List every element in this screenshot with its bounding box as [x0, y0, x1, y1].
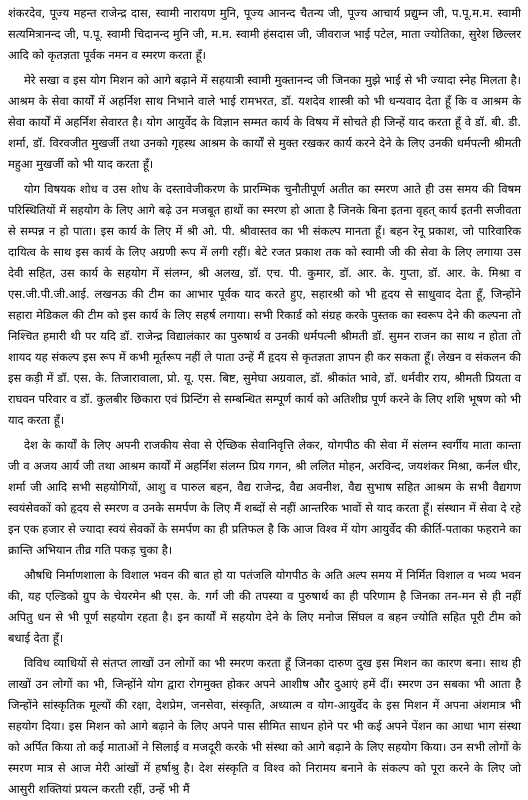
paragraph-1: शंकरदेव, पूज्य महन्त राजेन्द्र दास, स्वामी नारायण मुनि, पूज्य आनन्द चैतन्य जी, पूज्य आचार्य प्रद्युम्न जी, प.पू.म.म. स्वामी सत्यमित्रानन्द जी, प.पू. स्वामी चिदानन्द मुनि जी, म.म. स्वामी हंसदास जी, जीवराज भाई पटेल, माता ज्योतिका, सुरेश छिल्लर आदि को कृतज्ञता पूर्वक नमन व स्मरण करता हूँ। [8, 6, 521, 62]
paragraph-5: औषधि निर्माणशाला के विशाल भवन की बात हो या पतंजलि योगपीठ के अति अल्प समय में निर्मित विशाल व भव्य भवन की, यह एल्डिको ग्रुप के चेयरमेन श्री एस. के. गर्ग जी की तपस्या व पुरुषार्थ का ही परिणाम है जिनका तन-मन से ही नहीं अपितु धन से भी पूर्ण सहयोग रहता है। इन कार्यों में सहयोग देने के लिए मनोज सिंघल व बहन ज्योति सहित पूरी टीम को बधाई देता हूँ। [8, 568, 521, 645]
paragraph-2: मेरे सखा व इस योग मिशन को आगे बढ़ाने में सहयात्री स्वामी मुक्तानन्द जी जिनका मुझे भाई से भी ज्यादा स्नेह मिलता है। आश्रम के सेवा कार्यों में अहर्निश साथ निभाने वाले भाई रामभरत, डॉ. यशदेव शास्त्री को भी धन्यवाद देता हूँ कि व आश्रम के सेवा कार्यों में अहर्निश सेवारत है। योग आयुर्वेद के विज्ञान सम्मत कार्य के विषय में सोचते ही जिन्हें याद करता हूँ वे डॉ. बी. डी. शर्मा, डॉ. विरवजीत मुखर्जी तथा उनको गृहस्थ आश्रम के कार्यों से मुक्त रखकर कार्य करने देने के लिए उनकी धर्मपत्नी श्रीमती महुआ मुखर्जी को भी याद करता हूँ। [8, 73, 521, 171]
paragraph-3: योग विषयक शोध व उस शोध के दस्तावेजीकरण के प्रारम्भिक चुनौतीपूर्ण अतीत का स्मरण आते ही उस समय की विषम परिस्थितियों में सहयोग के लिए आगे बढ़े उन मजबूत हाथों का स्मरण हो आता है जिनके बिना इतना वृहत् कार्य इतनी सजीवता से सम्पन्न न हो पाता। इस कार्य के लिए में श्री ओ. पी. श्रीवास्तव का भी संकल्प मानता हूँ। बहन रेनू प्रकाश, जो पारिवारिक दायित्व के साथ इस कार्य के लिए अग्रणी रूप में लगी रहीं। बेटे रजत प्रकाश तक को स्वामी जी की सेवा के लिए लगाया उस देवी सहित, उस कार्य के सहयोग में संलग्न, श्री अलख, डॉ. एच. पी. कुमार, डॉ. आर. के. गुप्ता, डॉ. आर. के. मिश्रा व एस.जी.पी.जी.आई. लखनऊ की टीम का आभार पूर्वक याद करते हुए, सहारश्री को भी हृदय से साधुवाद देता हूँ, जिन्होंने सहारा मेडिकल की टीम को इस कार्य के लिए सहर्ष लगाया। सभी रिकार्ड को संग्रह करके पुस्तक का स्वरूप देने की कल्पना तो निश्चित हमारी थी पर यदि डॉ. राजेन्द्र विद्यालंकार का पुरुषार्थ व उनकी धर्मपत्नी श्रीमती डॉ. सुमन राजन का साथ न होता तो शायद यह संकल्प इस रूप में कभी मूर्तरूप नहीं ले पाता उन्हें मैं हृदय से कृतज्ञता ज्ञापन ही कर सकता हूँ। लेखन व संकलन की इस कड़ी में डॉ. एस. के. तिजारावाला, प्रो. यू. एस. बिष्ट, सुमेघा अग्रवाल, डॉ. श्रीकांत भावे, डॉ. धर्मवीर राय, श्रीमती प्रियता व राघवन परिवार व डॉ. कुलबीर छिकारा एवं प्रिन्टिंग से सम्बन्धित सम्पूर्ण कार्य को अतिशीघ्र पूर्ण करने के लिए शशि भूषण को भी याद करता हूँ। [8, 182, 521, 427]
paragraph-4: देश के कार्यों के लिए अपनी राजकीय सेवा से ऐच्छिक सेवानिवृत्ति लेकर, योगपीठ की सेवा में संलग्न स्वर्गीय माता कान्ता जी व अजय आर्य जी तथा आश्रम कार्यों में अहर्निश संलग्न प्रिय गगन, श्री ललित मोहन, अरविन्द, जयशंकर मिश्रा, कर्नल धीर, शर्मा जी आदि सभी सहयोगियों, आशु व पारुल बहन, वैद्य राजेन्द्र, वैद्य अवनीश, वैद्य सुभाष सहित आश्रम के सभी वैद्यगण स्वयंसेवकों को हृदय से स्मरण व उनके समर्पण के लिए मैं शब्दों से नहीं आन्तरिक भावों से याद करता हूँ। संस्थान में सेवा दे रहे इन एक हजार से ज्यादा स्वयं सेवकों के समर्पण का ही प्रतिफल है कि आज विश्व में योग आयुर्वेद की कीर्ति-पताका फहराने का क्रान्ति अभियान तीव्र गति पकड़ चुका है। [8, 438, 521, 557]
paragraph-6: विविध व्याधियों से संतप्त लाखों उन लोगों का भी स्मरण करता हूँ जिनका दारुण दुख इस मिशन का कारण बना। साथ ही लाखों उन लोगों का भी, जिन्होंने योग द्वारा रोगमुक्त होकर अपने आशीष और दुआएं हमें दीं। स्मरण उन सबका भी आता है जिन्होंने सांस्कृतिक मूल्यों की रक्षा, देशप्रेम, जनसेवा, संस्कृति, अध्यात्म व योग-आयुर्वेद के इस मिशन में अपना अंशमात्र भी सहयोग दिया। इस मिशन को आगे बढ़ाने के लिए अपने पास सीमित साधन होने पर भी कई अपने पेंशन का आधा भाग संस्था को अर्पित किया तो कई माताओं ने सिलाई व मजदूरी करके भी संस्था को आगे बढ़ाने के लिए सहयोग किया। उन सभी लोगों के स्मरण मात्र से आज मेरी आंखों में हर्षाश्रु है। देश संस्कृति व विश्व को निरामय बनाने के संकल्प को पूरा करने के लिए जो आसुरी शक्तियां प्रयत्न करती रहीं, उन्हें भी मैं [8, 656, 521, 796]
